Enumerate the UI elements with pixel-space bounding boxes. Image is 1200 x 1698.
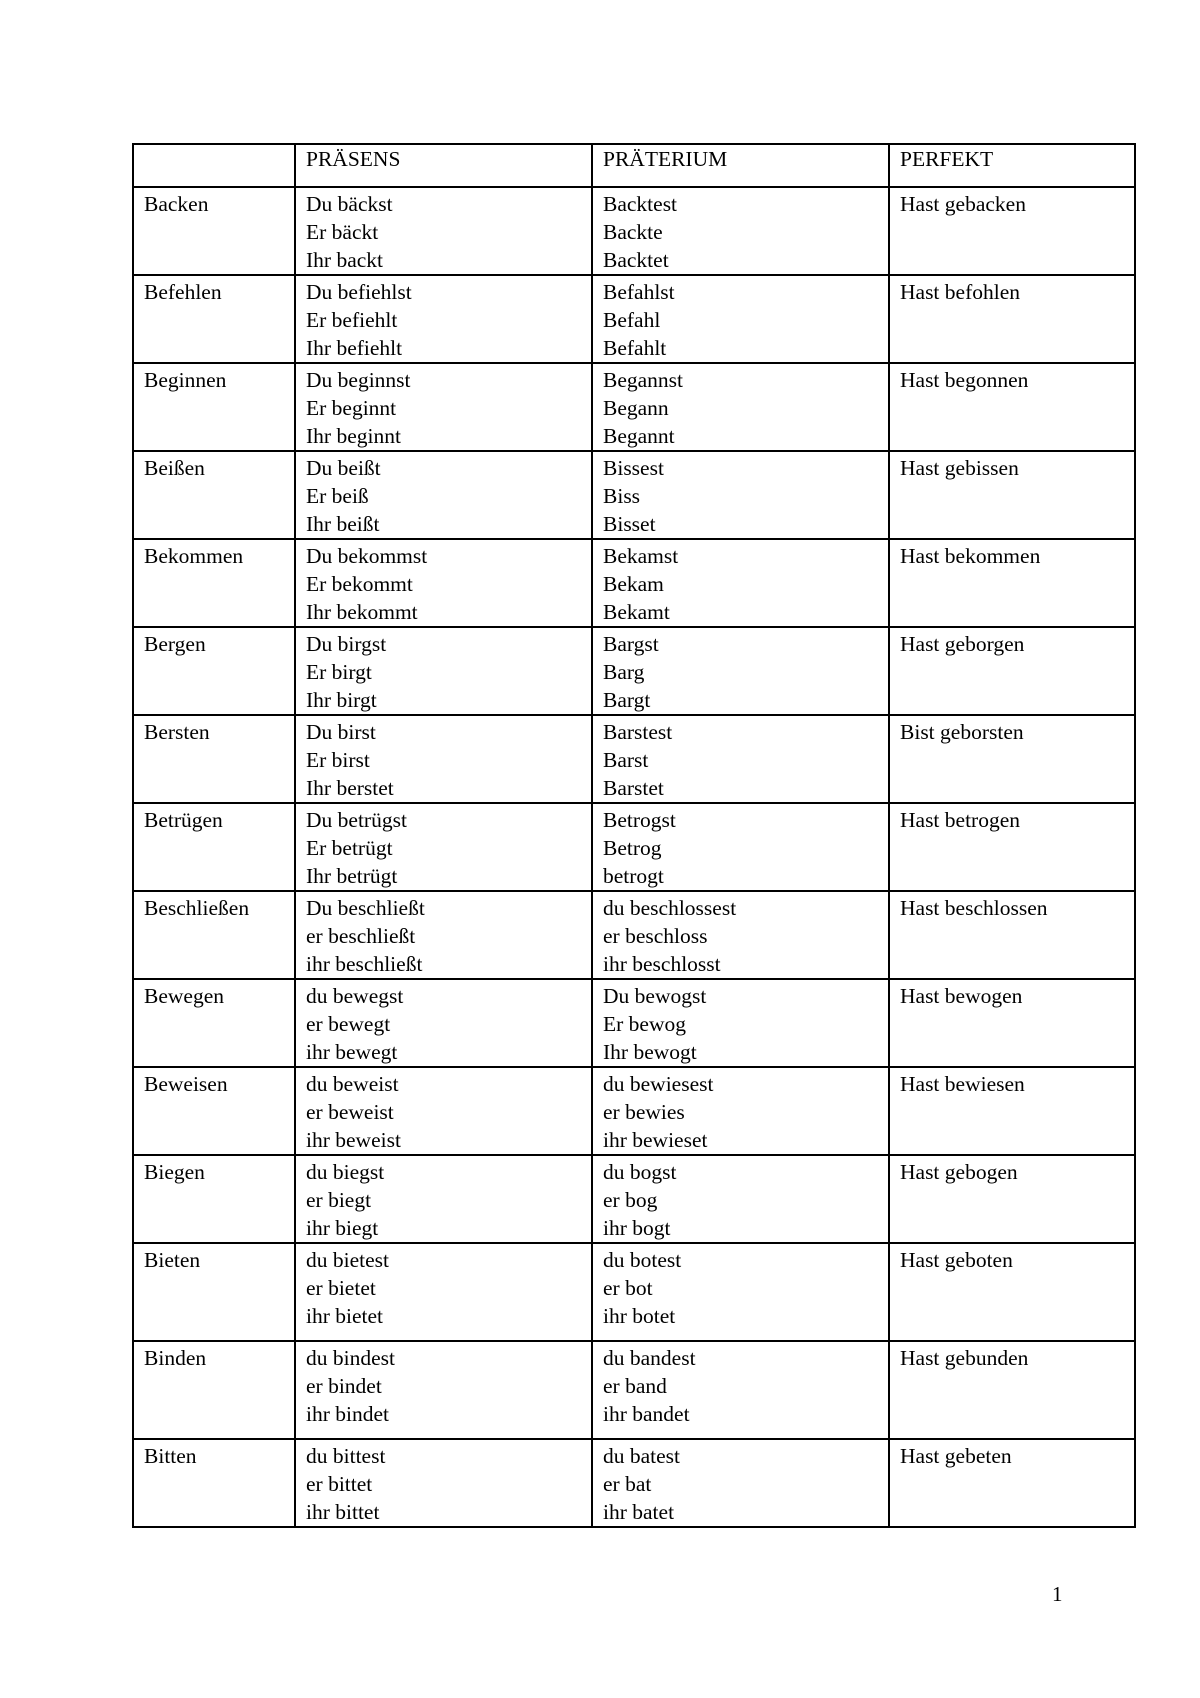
- perfekt-cell: Hast bekommen: [889, 539, 1135, 627]
- praesens-form: Er beiß: [306, 484, 369, 508]
- verb-cell: Betrügen: [133, 803, 295, 891]
- verb-cell: Bitten: [133, 1439, 295, 1527]
- header-cell-praeteritum: PRÄTERIUM: [592, 144, 889, 187]
- praeteritum-form: er bog: [603, 1188, 658, 1212]
- header-cell-praesens: PRÄSENS: [295, 144, 592, 187]
- praesens-form: du bietest: [306, 1248, 389, 1272]
- praeteritum-form: Backtet: [603, 248, 669, 272]
- praesens-form: Du beißt: [306, 456, 381, 480]
- praesens-cell: [295, 1439, 592, 1527]
- table-row: [133, 979, 1135, 1067]
- perfekt-cell: Hast befohlen: [889, 275, 1135, 363]
- praesens-form: Ihr backt: [306, 248, 384, 272]
- praeteritum-form: er bot: [603, 1276, 653, 1300]
- perfekt-cell: Bist geborsten: [889, 715, 1135, 803]
- praesens-form: Ihr beginnt: [306, 424, 401, 448]
- perfekt-cell: Hast gebacken: [889, 187, 1135, 275]
- table-row: [133, 803, 1135, 891]
- table-row: [133, 451, 1135, 539]
- praesens-form: er bindet: [306, 1374, 382, 1398]
- praeteritum-cell: [592, 187, 889, 275]
- praesens-form: Er birst: [306, 748, 370, 772]
- praeteritum-form: Begannt: [603, 424, 675, 448]
- verb-cell: Binden: [133, 1341, 295, 1439]
- praesens-cell: [295, 539, 592, 627]
- praesens-form: Ihr bekommt: [306, 600, 418, 624]
- praesens-cell: [295, 1067, 592, 1155]
- verb-cell: Beginnen: [133, 363, 295, 451]
- praesens-form: er bietet: [306, 1276, 376, 1300]
- perfekt-cell: Hast gebeten: [889, 1439, 1135, 1527]
- table-row: [133, 187, 1135, 275]
- praeteritum-form: ihr beschlosst: [603, 952, 721, 976]
- praeteritum-cell: [592, 803, 889, 891]
- praeteritum-form: Begannst: [603, 368, 684, 392]
- table-row: [133, 1155, 1135, 1243]
- table-row: [133, 891, 1135, 979]
- verb-cell: Bieten: [133, 1243, 295, 1341]
- praeteritum-form: Betrogst: [603, 808, 676, 832]
- praeteritum-cell: [592, 1243, 889, 1341]
- praeteritum-form: Barg: [603, 660, 645, 684]
- praeteritum-form: Barst: [603, 748, 649, 772]
- praesens-form: Du bekommst: [306, 544, 428, 568]
- praeteritum-form: Betrog: [603, 836, 662, 860]
- verb-cell: Bewegen: [133, 979, 295, 1067]
- praeteritum-form: du batest: [603, 1444, 681, 1468]
- praeteritum-form: du bewiesest: [603, 1072, 714, 1096]
- praesens-cell: [295, 1341, 592, 1439]
- praesens-form: Ihr betrügt: [306, 864, 398, 888]
- page-number: 1: [1052, 1582, 1063, 1606]
- praesens-cell: [295, 363, 592, 451]
- table-row: [133, 363, 1135, 451]
- praeteritum-form: du bandest: [603, 1346, 696, 1370]
- table-row: [133, 1243, 1135, 1341]
- table-body: [133, 144, 1135, 1527]
- praeteritum-form: Begann: [603, 396, 669, 420]
- header-cell-perfekt: PERFEKT: [889, 144, 1135, 187]
- perfekt-cell: Hast bewiesen: [889, 1067, 1135, 1155]
- praesens-form: ihr beschließt: [306, 952, 423, 976]
- praeteritum-form: er bewies: [603, 1100, 685, 1124]
- praeteritum-form: Befahl: [603, 308, 661, 332]
- perfekt-cell: Hast gebunden: [889, 1341, 1135, 1439]
- praeteritum-form: ihr bogt: [603, 1216, 671, 1240]
- praeteritum-form: betrogt: [603, 864, 664, 888]
- praeteritum-form: Befahlst: [603, 280, 675, 304]
- verb-cell: Beschließen: [133, 891, 295, 979]
- praesens-form: du bindest: [306, 1346, 395, 1370]
- praesens-form: er bittet: [306, 1472, 373, 1496]
- praeteritum-form: du botest: [603, 1248, 682, 1272]
- praeteritum-form: er band: [603, 1374, 667, 1398]
- perfekt-cell: Hast begonnen: [889, 363, 1135, 451]
- praesens-cell: [295, 187, 592, 275]
- perfekt-cell: Hast beschlossen: [889, 891, 1135, 979]
- verb-cell: Biegen: [133, 1155, 295, 1243]
- praeteritum-form: du beschlossest: [603, 896, 737, 920]
- praeteritum-cell: [592, 1439, 889, 1527]
- praeteritum-form: ihr botet: [603, 1304, 676, 1328]
- praeteritum-cell: [592, 715, 889, 803]
- praesens-form: ihr bewegt: [306, 1040, 398, 1064]
- verb-cell: Bergen: [133, 627, 295, 715]
- praeteritum-cell: [592, 1067, 889, 1155]
- praeteritum-cell: [592, 451, 889, 539]
- verb-cell: Bekommen: [133, 539, 295, 627]
- praeteritum-form: Barstet: [603, 776, 664, 800]
- praeteritum-form: Bekamst: [603, 544, 679, 568]
- praesens-cell: [295, 891, 592, 979]
- praesens-form: Du birst: [306, 720, 376, 744]
- praeteritum-form: Biss: [603, 484, 641, 508]
- praeteritum-form: Backte: [603, 220, 663, 244]
- praeteritum-form: Bargt: [603, 688, 651, 712]
- praesens-form: ihr bindet: [306, 1402, 389, 1426]
- praeteritum-form: Bisset: [603, 512, 656, 536]
- praesens-form: Ihr birgt: [306, 688, 377, 712]
- praesens-cell: [295, 803, 592, 891]
- praesens-cell: [295, 275, 592, 363]
- praesens-form: ihr beweist: [306, 1128, 401, 1152]
- praesens-form: Du betrügst: [306, 808, 407, 832]
- verb-cell: Beweisen: [133, 1067, 295, 1155]
- praeteritum-cell: [592, 275, 889, 363]
- verb-cell: Backen: [133, 187, 295, 275]
- verb-cell: Beißen: [133, 451, 295, 539]
- praesens-form: er biegt: [306, 1188, 372, 1212]
- praesens-form: Du beschließt: [306, 896, 425, 920]
- praeteritum-form: Befahlt: [603, 336, 667, 360]
- praeteritum-form: Barstest: [603, 720, 673, 744]
- praesens-form: Ihr berstet: [306, 776, 394, 800]
- praesens-form: Du birgst: [306, 632, 387, 656]
- praesens-cell: [295, 715, 592, 803]
- praeteritum-form: ihr batet: [603, 1500, 675, 1524]
- praesens-form: du biegst: [306, 1160, 385, 1184]
- praesens-form: ihr bittet: [306, 1500, 380, 1524]
- verb-cell: Befehlen: [133, 275, 295, 363]
- table-header-row: [133, 144, 1135, 187]
- praeteritum-form: Ihr bewogt: [603, 1040, 697, 1064]
- perfekt-cell: Hast gebogen: [889, 1155, 1135, 1243]
- praesens-form: du bittest: [306, 1444, 386, 1468]
- praeteritum-cell: [592, 891, 889, 979]
- praeteritum-form: Du bewogst: [603, 984, 707, 1008]
- praeteritum-form: ihr bewieset: [603, 1128, 708, 1152]
- praeteritum-cell: [592, 1155, 889, 1243]
- praesens-form: Ihr befiehlt: [306, 336, 403, 360]
- praesens-form: er beschließt: [306, 924, 416, 948]
- praesens-form: Er bekommt: [306, 572, 413, 596]
- praeteritum-form: Er bewog: [603, 1012, 686, 1036]
- praesens-form: ihr biegt: [306, 1216, 379, 1240]
- praeteritum-form: er beschloss: [603, 924, 708, 948]
- praeteritum-form: ihr bandet: [603, 1402, 690, 1426]
- perfekt-cell: Hast geborgen: [889, 627, 1135, 715]
- praesens-form: er bewegt: [306, 1012, 391, 1036]
- praesens-form: du bewegst: [306, 984, 404, 1008]
- table-row: [133, 1341, 1135, 1439]
- praesens-form: Du beginnst: [306, 368, 411, 392]
- praeteritum-form: Bargst: [603, 632, 659, 656]
- praesens-form: Du befiehlst: [306, 280, 412, 304]
- praeteritum-form: Bekam: [603, 572, 664, 596]
- table-row: [133, 627, 1135, 715]
- table-row: [133, 1439, 1135, 1527]
- praeteritum-form: er bat: [603, 1472, 652, 1496]
- praesens-cell: [295, 979, 592, 1067]
- praesens-cell: [295, 1155, 592, 1243]
- verb-conjugation-table: [132, 143, 1136, 1528]
- praeteritum-cell: [592, 979, 889, 1067]
- praesens-form: ihr bietet: [306, 1304, 384, 1328]
- verb-cell: Bersten: [133, 715, 295, 803]
- perfekt-cell: Hast bewogen: [889, 979, 1135, 1067]
- praeteritum-form: Bissest: [603, 456, 664, 480]
- praeteritum-form: Backtest: [603, 192, 678, 216]
- praesens-form: Du bäckst: [306, 192, 393, 216]
- praeteritum-cell: [592, 363, 889, 451]
- praesens-form: Er befiehlt: [306, 308, 398, 332]
- praesens-form: Er betrügt: [306, 836, 393, 860]
- header-cell-verb: [133, 144, 295, 187]
- table-row: [133, 275, 1135, 363]
- table-row: [133, 1067, 1135, 1155]
- table-row: [133, 539, 1135, 627]
- praesens-cell: [295, 1243, 592, 1341]
- table-row: [133, 715, 1135, 803]
- perfekt-cell: Hast geboten: [889, 1243, 1135, 1341]
- praesens-form: du beweist: [306, 1072, 399, 1096]
- praesens-form: Er beginnt: [306, 396, 397, 420]
- praesens-cell: [295, 451, 592, 539]
- perfekt-cell: Hast gebissen: [889, 451, 1135, 539]
- praeteritum-cell: [592, 1341, 889, 1439]
- praesens-form: Er birgt: [306, 660, 372, 684]
- praesens-form: Er bäckt: [306, 220, 379, 244]
- praeteritum-cell: [592, 539, 889, 627]
- praesens-cell: [295, 627, 592, 715]
- praesens-form: Ihr beißt: [306, 512, 380, 536]
- praesens-form: er beweist: [306, 1100, 394, 1124]
- praeteritum-cell: [592, 627, 889, 715]
- praeteritum-form: Bekamt: [603, 600, 670, 624]
- praeteritum-form: du bogst: [603, 1160, 677, 1184]
- perfekt-cell: Hast betrogen: [889, 803, 1135, 891]
